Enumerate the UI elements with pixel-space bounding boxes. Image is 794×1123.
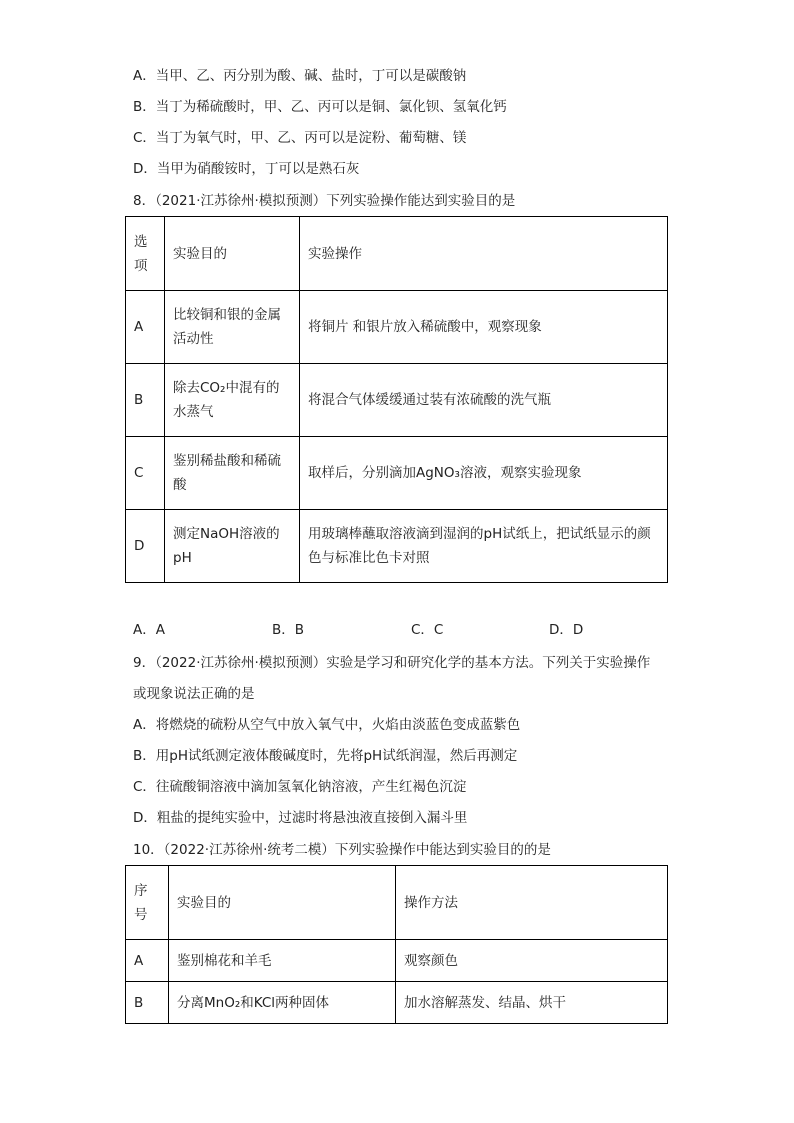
q10-table <box>125 865 668 1024</box>
table-header-row <box>126 217 668 291</box>
q9-option-c: C．往硫酸铜溶液中滴加氢氧化钠溶液，产生红褐色沉淀 <box>133 779 467 795</box>
q10-stem: 10．（2022·江苏徐州·统考二模）下列实验操作中能达到实验目的的是 <box>133 842 551 858</box>
q9-option-d: D．粗盐的提纯实验中，过滤时将悬浊液直接倒入漏斗里 <box>133 810 468 826</box>
header-cell: 选项 <box>126 217 165 291</box>
table-row <box>126 437 668 510</box>
operation-cell: 用玻璃棒蘸取溶液滴到湿润的pH试纸上，把试纸显示的颜色与标准比色卡对照 <box>300 510 668 583</box>
q8-table <box>125 216 668 583</box>
operation-cell: 观察颜色 <box>396 940 668 982</box>
table-row <box>126 510 668 583</box>
operation-cell: 将铜片 和银片放入稀硫酸中，观察现象 <box>300 291 668 364</box>
header-cell: 操作方法 <box>396 866 668 940</box>
q8-answer-b: B．B <box>272 622 305 638</box>
q8-answer-d: D．D <box>549 622 584 638</box>
header-cell: 实验目的 <box>165 217 300 291</box>
q8-answer-a: A．A <box>133 622 165 638</box>
goal-cell: 分离MnO₂和KCl两种固体 <box>169 982 396 1024</box>
q9-stem-line2: 或现象说法正确的是 <box>133 686 255 702</box>
table-row <box>126 364 668 437</box>
option-cell: C <box>126 437 165 510</box>
q9-option-b: B．用pH试纸测定液体酸碱度时，先将pH试纸润湿，然后再测定 <box>133 748 518 764</box>
table-row <box>126 291 668 364</box>
operation-cell: 将混合气体缓缓通过装有浓硫酸的洗气瓶 <box>300 364 668 437</box>
option-cell: A <box>126 291 165 364</box>
goal-cell: 鉴别棉花和羊毛 <box>169 940 396 982</box>
table-header-row <box>126 866 668 940</box>
option-cell: B <box>126 364 165 437</box>
goal-cell: 鉴别稀盐酸和稀硫酸 <box>165 437 300 510</box>
option-cell: D <box>126 510 165 583</box>
goal-cell: 比较铜和银的金属活动性 <box>165 291 300 364</box>
goal-cell: 除去CO₂中混有的水蒸气 <box>165 364 300 437</box>
header-cell: 实验操作 <box>300 217 668 291</box>
header-cell: 实验目的 <box>169 866 396 940</box>
operation-cell: 加水溶解蒸发、结晶、烘干 <box>396 982 668 1024</box>
q9-option-a: A．将燃烧的硫粉从空气中放入氧气中，火焰由淡蓝色变成蓝紫色 <box>133 717 521 733</box>
option-cell: A <box>126 940 169 982</box>
q7-option-c: C．当丁为氧气时，甲、乙、丙可以是淀粉、葡萄糖、镁 <box>133 130 467 146</box>
q7-option-b: B．当丁为稀硫酸时，甲、乙、丙可以是铜、氯化钡、氢氧化钙 <box>133 99 507 115</box>
q7-option-a: A．当甲、乙、丙分别为酸、碱、盐时，丁可以是碳酸钠 <box>133 68 467 84</box>
q8-stem: 8．（2021·江苏徐州·模拟预测）下列实验操作能达到实验目的是 <box>133 193 516 209</box>
goal-cell: 测定NaOH溶液的pH <box>165 510 300 583</box>
q8-answer-c: C．C <box>411 622 444 638</box>
table-row <box>126 982 668 1024</box>
option-cell: B <box>126 982 169 1024</box>
q9-stem-line1: 9．（2022·江苏徐州·模拟预测）实验是学习和研究化学的基本方法。下列关于实验操作 <box>133 655 651 671</box>
table-row <box>126 940 668 982</box>
q7-option-d: D．当甲为硝酸铵时，丁可以是熟石灰 <box>133 161 360 177</box>
header-cell: 序号 <box>126 866 169 940</box>
operation-cell: 取样后，分别滴加AgNO₃溶液，观察实验现象 <box>300 437 668 510</box>
